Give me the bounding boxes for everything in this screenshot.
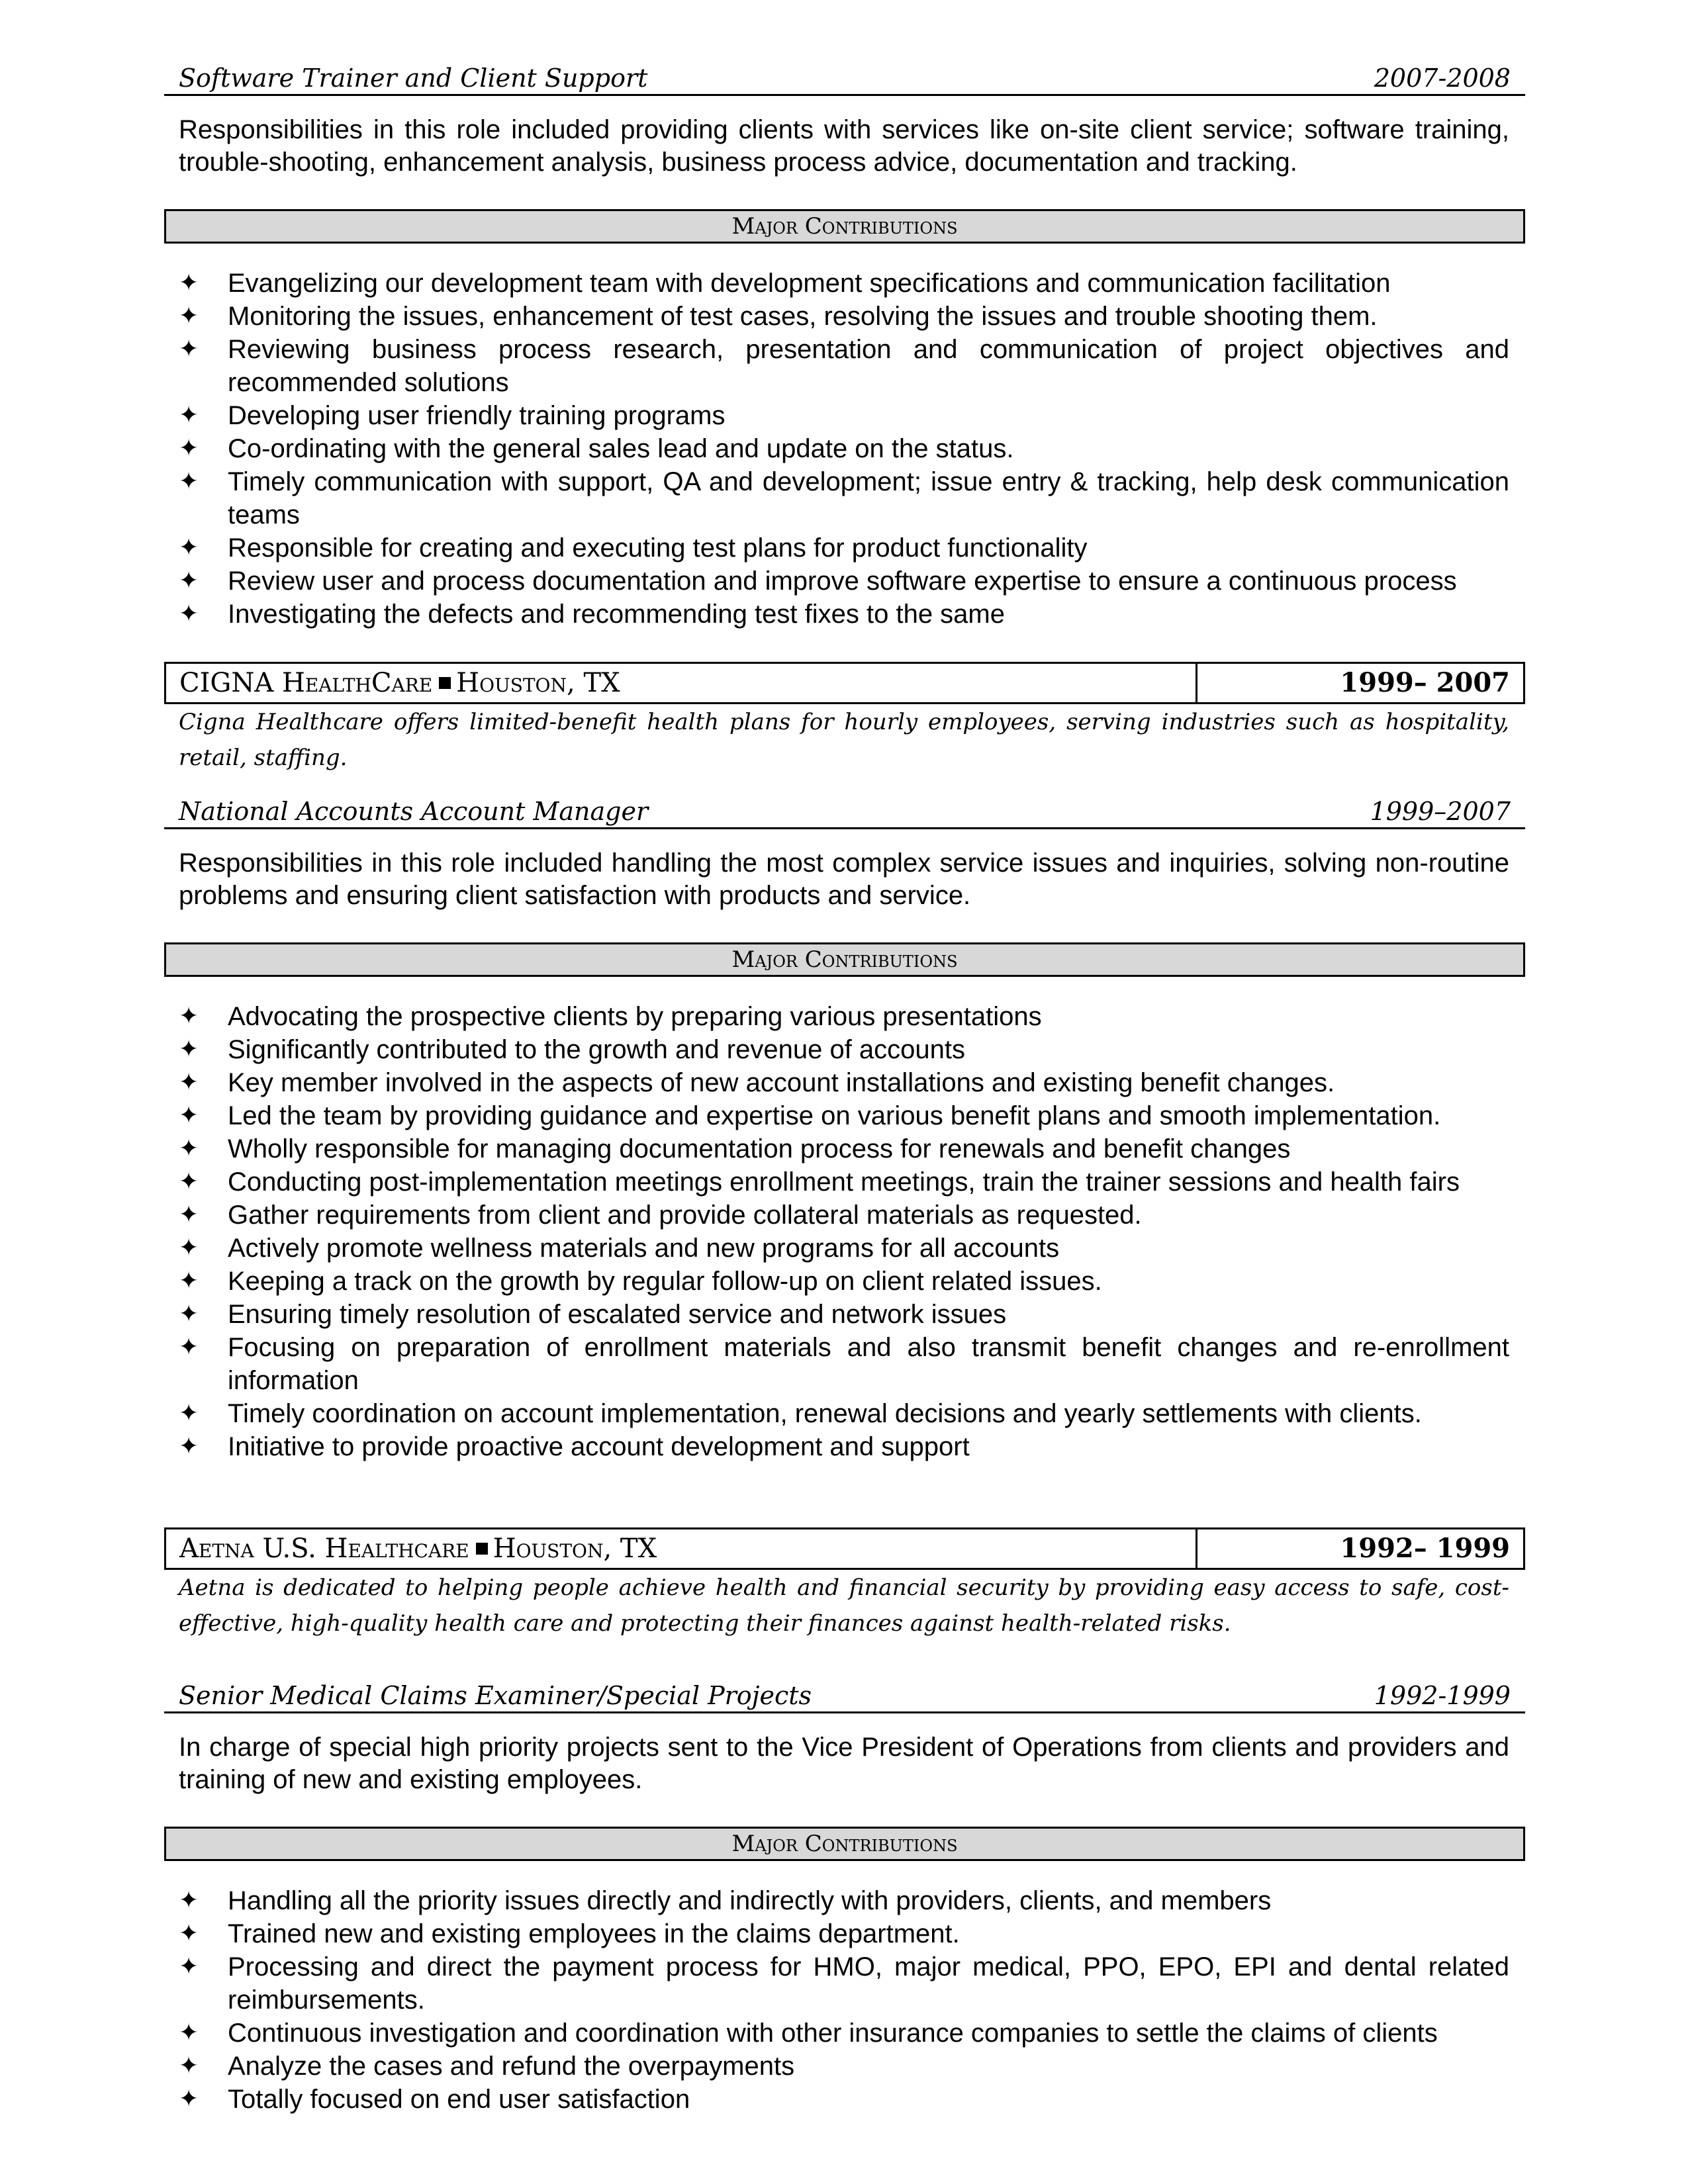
list-item: ✦ Totally focused on end user satisfaction: [179, 2083, 1509, 2116]
list-item: ✦ Handling all the priority issues directly and indirectly with providers, clients, and members: [179, 1884, 1509, 1917]
role-title: National Accounts Account Manager: [179, 797, 649, 826]
star-bullet-icon: ✦: [179, 1168, 199, 1195]
role-header: [164, 1680, 1525, 1713]
contributions-list: [179, 1000, 1509, 1463]
list-item: ✦ Evangelizing our development team with development specifications and communication facilitation: [179, 267, 1509, 300]
company-name: Aetna U.S. Healthcare: [179, 1533, 469, 1564]
star-bullet-icon: ✦: [179, 468, 199, 495]
star-bullet-icon: ✦: [179, 1334, 199, 1361]
star-bullet-icon: ✦: [179, 1267, 199, 1295]
list-item: ✦ Ensuring timely resolution of escalated service and network issues: [179, 1298, 1509, 1331]
list-item: ✦ Actively promote wellness materials and new programs for all accounts: [179, 1232, 1509, 1265]
square-separator-icon: [476, 1543, 488, 1555]
role-responsibilities: Responsibilities in this role included handling the most complex service issues and inquiries, solving non-routine problems and ensuring client satisfaction with products and service.: [179, 848, 1509, 910]
star-bullet-icon: ✦: [179, 435, 199, 462]
list-item: ✦ Gather requirements from client and provide collateral materials as requested.: [179, 1199, 1509, 1232]
star-bullet-icon: ✦: [179, 1036, 199, 1063]
star-bullet-icon: ✦: [179, 1135, 199, 1162]
list-item: ✦ Co-ordinating with the general sales lead and update on the status.: [179, 432, 1509, 465]
role-dates: 1999–2007: [1370, 797, 1511, 826]
company-name-cell: [166, 1529, 1197, 1568]
list-item: ✦ Timely communication with support, QA and development; issue entry & tracking, help desk communication teams: [179, 465, 1509, 531]
star-bullet-icon: ✦: [179, 1300, 199, 1328]
list-item: ✦ Advocating the prospective clients by preparing various presentations: [179, 1000, 1509, 1033]
list-item: ✦ Significantly contributed to the growth and revenue of accounts: [179, 1033, 1509, 1066]
star-bullet-icon: ✦: [179, 567, 199, 594]
list-item: ✦ Responsible for creating and executing test plans for product functionality: [179, 531, 1509, 565]
company-description: Cigna Healthcare offers limited-benefit health plans for hourly employees, serving industries such as hospitality, retail, staffing.: [179, 709, 1509, 771]
role-responsibilities: In charge of special high priority projects sent to the Vice President of Operations from clients and providers and training of new and existing employees.: [179, 1733, 1509, 1794]
star-bullet-icon: ✦: [179, 1433, 199, 1460]
list-item: ✦ Led the team by providing guidance and expertise on various benefit plans and smooth implementation.: [179, 1099, 1509, 1132]
list-item: ✦ Continuous investigation and coordination with other insurance companies to settle the claims of clients: [179, 2017, 1509, 2050]
contributions-list: [179, 1884, 1509, 2116]
star-bullet-icon: ✦: [179, 2085, 199, 2113]
role-responsibilities: Responsibilities in this role included providing clients with services like on-site client service; software training, trouble-shooting, enhancement analysis, business process advice, documentation and tracking.: [179, 115, 1509, 177]
star-bullet-icon: ✦: [179, 1920, 199, 1947]
list-item: ✦ Analyze the cases and refund the overpayments: [179, 2050, 1509, 2083]
contributions-list: [179, 267, 1509, 631]
star-bullet-icon: ✦: [179, 534, 199, 561]
star-bullet-icon: ✦: [179, 1201, 199, 1228]
role-dates: 2007-2008: [1374, 64, 1511, 93]
company-description: Aetna is dedicated to helping people achieve health and financial security by providing easy access to safe, cost-effective, high-quality health care and protecting their finances against health-related risks.: [179, 1574, 1509, 1637]
star-bullet-icon: ✦: [179, 269, 199, 296]
company-location: Houston, TX: [456, 668, 620, 698]
company-years: 1992– 1999: [1340, 1533, 1510, 1564]
company-header-aetna: [164, 1527, 1525, 1570]
star-bullet-icon: ✦: [179, 1003, 199, 1030]
list-item: ✦ Wholly responsible for managing documentation process for renewals and benefit changes: [179, 1132, 1509, 1165]
star-bullet-icon: ✦: [179, 402, 199, 429]
list-item: ✦ Timely coordination on account implementation, renewal decisions and yearly settlements with clients.: [179, 1397, 1509, 1430]
list-item: ✦ Focusing on preparation of enrollment materials and also transmit benefit changes and re-enrollment information: [179, 1331, 1509, 1397]
role-title: Senior Medical Claims Examiner/Special Projects: [179, 1681, 812, 1710]
list-item: ✦ Trained new and existing employees in the claims department.: [179, 1917, 1509, 1950]
square-separator-icon: [439, 677, 451, 689]
contributions-heading: Major Contributions: [164, 942, 1525, 977]
list-item: ✦ Conducting post-implementation meetings enrollment meetings, train the trainer sessions and health fairs: [179, 1165, 1509, 1199]
star-bullet-icon: ✦: [179, 2019, 199, 2046]
company-name: CIGNA HealthCare: [179, 668, 433, 698]
role-header: [164, 796, 1525, 829]
list-item: ✦ Monitoring the issues, enhancement of test cases, resolving the issues and trouble shooting them.: [179, 300, 1509, 333]
company-name-cell: [166, 664, 1197, 702]
star-bullet-icon: ✦: [179, 1102, 199, 1129]
company-location: Houston, TX: [492, 1533, 657, 1564]
company-years: 1999– 2007: [1340, 667, 1510, 698]
star-bullet-icon: ✦: [179, 1953, 199, 1980]
list-item: ✦ Keeping a track on the growth by regular follow-up on client related issues.: [179, 1265, 1509, 1298]
list-item: ✦ Review user and process documentation and improve software expertise to ensure a continuous process: [179, 565, 1509, 598]
company-header-cigna: [164, 662, 1525, 704]
list-item: ✦ Initiative to provide proactive account development and support: [179, 1430, 1509, 1463]
star-bullet-icon: ✦: [179, 1400, 199, 1427]
list-item: ✦ Investigating the defects and recommending test fixes to the same: [179, 598, 1509, 631]
list-item: ✦ Developing user friendly training programs: [179, 399, 1509, 432]
role-title: Software Trainer and Client Support: [179, 64, 648, 93]
star-bullet-icon: ✦: [179, 1234, 199, 1261]
star-bullet-icon: ✦: [179, 1887, 199, 1914]
star-bullet-icon: ✦: [179, 1069, 199, 1096]
role-header: [164, 62, 1525, 96]
star-bullet-icon: ✦: [179, 302, 199, 330]
star-bullet-icon: ✦: [179, 600, 199, 627]
star-bullet-icon: ✦: [179, 336, 199, 363]
list-item: ✦ Reviewing business process research, presentation and communication of project objectives and recommended solutions: [179, 333, 1509, 399]
star-bullet-icon: ✦: [179, 2052, 199, 2079]
contributions-heading: Major Contributions: [164, 209, 1525, 244]
list-item: ✦ Processing and direct the payment process for HMO, major medical, PPO, EPO, EPI and dental related reimbursements.: [179, 1950, 1509, 2017]
contributions-heading: Major Contributions: [164, 1827, 1525, 1861]
list-item: ✦ Key member involved in the aspects of new account installations and existing benefit changes.: [179, 1066, 1509, 1099]
role-dates: 1992-1999: [1374, 1681, 1511, 1710]
